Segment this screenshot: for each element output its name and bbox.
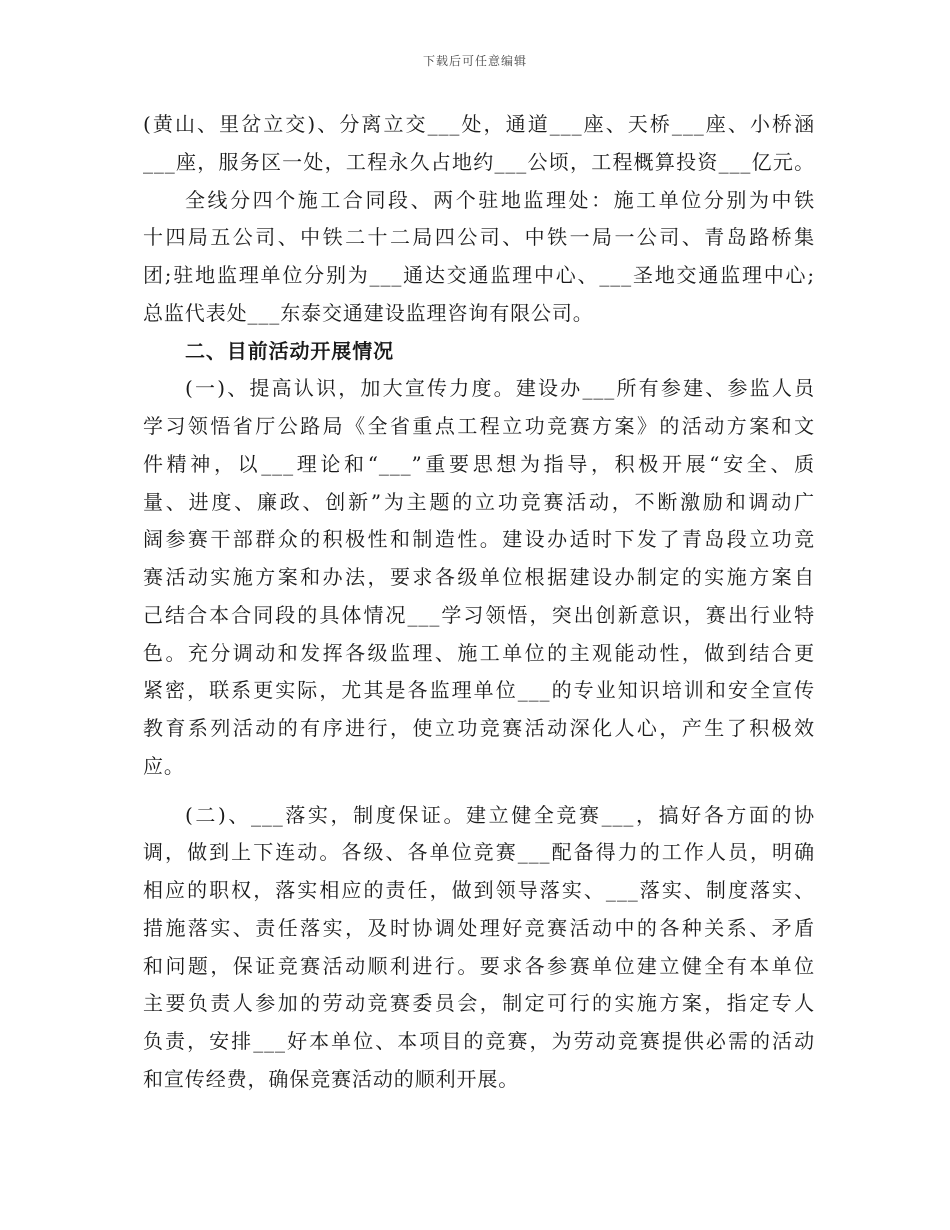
text-line: (一)、提高认识，加大宣传力度。建设办___所有参建、参监人员: [185, 376, 815, 401]
text-line: 十四局五公司、中铁二十二局四公司、中铁一局一公司、青岛路桥集: [143, 225, 815, 250]
paragraph-spacer: [143, 786, 815, 797]
section-heading: [143, 333, 815, 371]
text-line: 学习领悟省厅公路局《全省重点工程立功竞赛方案》的活动方案和文: [143, 414, 815, 438]
paragraph-contract-sections: [143, 182, 815, 333]
text-line: 措施落实、责任落实，及时协调处理好竞赛活动中的各种关系、矛盾: [143, 915, 815, 940]
text-line: 主要负责人参加的劳动竞赛委员会，制定可行的实施方案，指定专人: [143, 991, 815, 1016]
text-line: 相应的职权，落实相应的责任，做到领导落实、___落实、制度落实、: [143, 878, 815, 902]
heading-text: 二、目前活动开展情况: [185, 338, 394, 363]
text-line: 赛活动实施方案和办法，要求各级单位根据建设办制定的实施方案自: [143, 565, 815, 589]
text-line: (黄山、里岔立交)、分离立交___处，通道___座、天桥___座、小桥涵: [143, 112, 815, 136]
text-line: (二)、___落实，制度保证。建立健全竞赛___，搞好各方面的协: [185, 802, 815, 827]
text-line: 量、进度、廉政、创新”为主题的立功竞赛活动，不断激励和调动广: [143, 489, 815, 514]
text-line: 色。充分调动和发挥各级监理、施工单位的主观能动性，做到结合更: [143, 640, 815, 665]
text-line: 己结合本合同段的具体情况___学习领悟，突出创新意识，赛出行业特: [143, 602, 815, 627]
paragraph-item-two: [143, 797, 815, 1099]
paragraph-item-one: [143, 370, 815, 785]
text-line: 团;驻地监理单位分别为___通达交通监理中心、___圣地交通监理中心;: [143, 263, 815, 287]
text-line: 紧密，联系更实际，尤其是各监理单位___的专业知识培训和安全宣传: [143, 678, 815, 703]
document-body: [143, 106, 815, 1099]
text-line: 应。: [143, 753, 185, 778]
text-line: 和宣传经费，确保竞赛活动的顺利开展。: [143, 1066, 520, 1091]
text-line: 负责，安排___好本单位、本项目的竞赛，为劳动竞赛提供必需的活动: [143, 1029, 815, 1053]
text-line: 总监代表处___东泰交通建设监理咨询有限公司。: [143, 300, 594, 325]
page-header: 下载后可任意编辑: [422, 54, 527, 68]
text-line: 调，做到上下连动。各级、各单位竞赛___配备得力的工作人员，明确: [143, 840, 815, 865]
text-line: ___座，服务区一处，工程永久占地约___公顷，工程概算投资___亿元。: [143, 149, 815, 174]
text-line: 阔参赛干部群众的积极性和制造性。建设办适时下发了青岛段立功竞: [143, 527, 815, 552]
paragraph-intro-tail: [143, 106, 815, 182]
text-line: 件精神，以___理论和“___”重要思想为指导，积极开展“安全、质: [143, 451, 815, 476]
text-line: 教育系列活动的有序进行，使立功竞赛活动深化人心，产生了积极效: [143, 716, 815, 740]
text-line: 全线分四个施工合同段、两个驻地监理处：施工单位分别为中铁: [185, 187, 815, 212]
text-line: 和问题，保证竞赛活动顺利进行。要求各参赛单位建立健全有本单位: [143, 953, 815, 978]
